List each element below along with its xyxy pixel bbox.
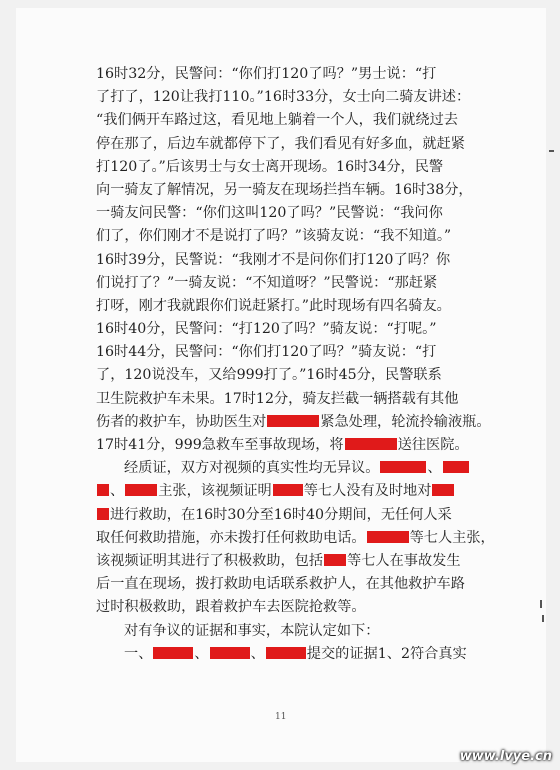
- redaction-box: [443, 461, 469, 473]
- page-number: 11: [275, 712, 287, 722]
- redaction-box: [345, 438, 397, 450]
- text-line: 们了，你们刚才不是说打了吗？”该骑友说：“我不知道。”: [96, 228, 452, 245]
- text-line: 后一直在现场，拨打救助电话联系救护人，在其他救护车路: [96, 576, 465, 593]
- text-line: [96, 550, 496, 573]
- text-line: 了，120说没车，又给999打了。”16时45分，民警联系: [96, 367, 442, 384]
- text-line: “我们俩开车路过这，看见地上躺着一个人，我们就绕过去: [96, 112, 458, 129]
- text-line: 停在那了，后边车就都停下了，我们看见有好多血，就赶紧: [96, 135, 465, 152]
- redaction-box: [432, 484, 454, 496]
- text-line: [96, 527, 496, 550]
- margin-mark: [542, 615, 544, 622]
- text-segment: 、: [250, 645, 265, 662]
- text-line: [96, 504, 496, 527]
- redaction-box: [210, 647, 250, 659]
- text-segment: 17时41分，999急救车至事故现场，将: [96, 437, 344, 453]
- text-segment: 主张，该视频证明: [158, 483, 272, 500]
- text-line: 16时44分，民警问：“你们打120了吗？”骑友说：“打: [96, 344, 437, 361]
- redaction-box: [97, 508, 109, 520]
- text-segment: 一、: [124, 645, 153, 662]
- text-line: 了打了，120让我打110。”16时33分，女士向二骑友讲述：: [96, 89, 471, 106]
- text-line: 对有争议的证据和事实，本院认定如下：: [124, 622, 380, 639]
- text-segment: 进行救助，在16时30分至16时40分期间，无任何人采: [110, 506, 452, 523]
- text-line: [96, 411, 496, 434]
- text-line: 向一骑友了解情况，另一骑友在现场拦挡车辆。16时38分，: [96, 181, 473, 198]
- text-segment: 、: [427, 460, 442, 477]
- redaction-box: [267, 415, 319, 427]
- margin-mark: [549, 150, 554, 152]
- text-line: 卫生院救护车未果。17时12分，骑友拦截一辆搭载有其他: [96, 390, 459, 407]
- redaction-box: [367, 531, 409, 543]
- text-line: 打120了。”后该男士与女士离开现场。16时34分，民警: [96, 158, 444, 175]
- redaction-box: [97, 484, 109, 496]
- text-segment: 、: [194, 645, 209, 662]
- text-segment: 经质证，双方对视频的真实性均无异议。: [124, 460, 380, 477]
- redaction-box: [273, 484, 303, 496]
- text-segment: 送往医院。: [397, 437, 469, 453]
- text-line: 16时39分，民警说：“我刚才不是问你们打120了吗？你: [96, 251, 451, 268]
- redaction-box: [266, 647, 306, 659]
- margin-mark: [540, 600, 542, 608]
- text-segment: 等七人在事故发生: [347, 552, 461, 569]
- redaction-box: [125, 484, 157, 496]
- text-segment: 提交的证据1、2符合真实: [306, 645, 467, 662]
- text-line: 一骑友问民警：“你们这叫120了吗？”民警说：“我问你: [96, 205, 443, 222]
- text-line: 16时32分，民警问：“你们打120了吗？”男士说：“打: [96, 66, 437, 82]
- text-segment: 紧急处理，轮流拎输液瓶。: [320, 413, 491, 430]
- text-line: [96, 434, 496, 457]
- text-line: [96, 480, 496, 503]
- text-line: [96, 643, 496, 666]
- text-line: 过时积极救助，跟着救护车去医院抢救等。: [96, 599, 366, 616]
- text-line: 们说打了？”一骑友说：“不知道呀？”民警说：“那赶紧: [96, 274, 438, 291]
- text-line: [96, 457, 496, 480]
- text-segment: 该视频证明其进行了积极救助，包括: [96, 552, 324, 569]
- text-segment: 伤者的救护车，协助医生对: [96, 413, 267, 430]
- redaction-box: [324, 554, 346, 566]
- text-segment: 等七人没有及时地对: [303, 483, 432, 500]
- text-line: 16时40分，民警问：“打120了吗？”骑友说：“打呢。”: [96, 321, 437, 338]
- text-segment: 等七人主张，: [409, 529, 495, 546]
- watermark: www.lvye.cn: [459, 749, 552, 764]
- text-segment: 取任何救助措施，亦未拨打任何救助电话。: [96, 529, 366, 546]
- redaction-box: [153, 647, 193, 659]
- redaction-box: [380, 461, 426, 473]
- text-segment: 、: [110, 483, 125, 500]
- document-body: [96, 63, 496, 666]
- text-line: 打呀，刚才我就跟你们说赶紧打。”此时现场有四名骑友。: [96, 297, 451, 314]
